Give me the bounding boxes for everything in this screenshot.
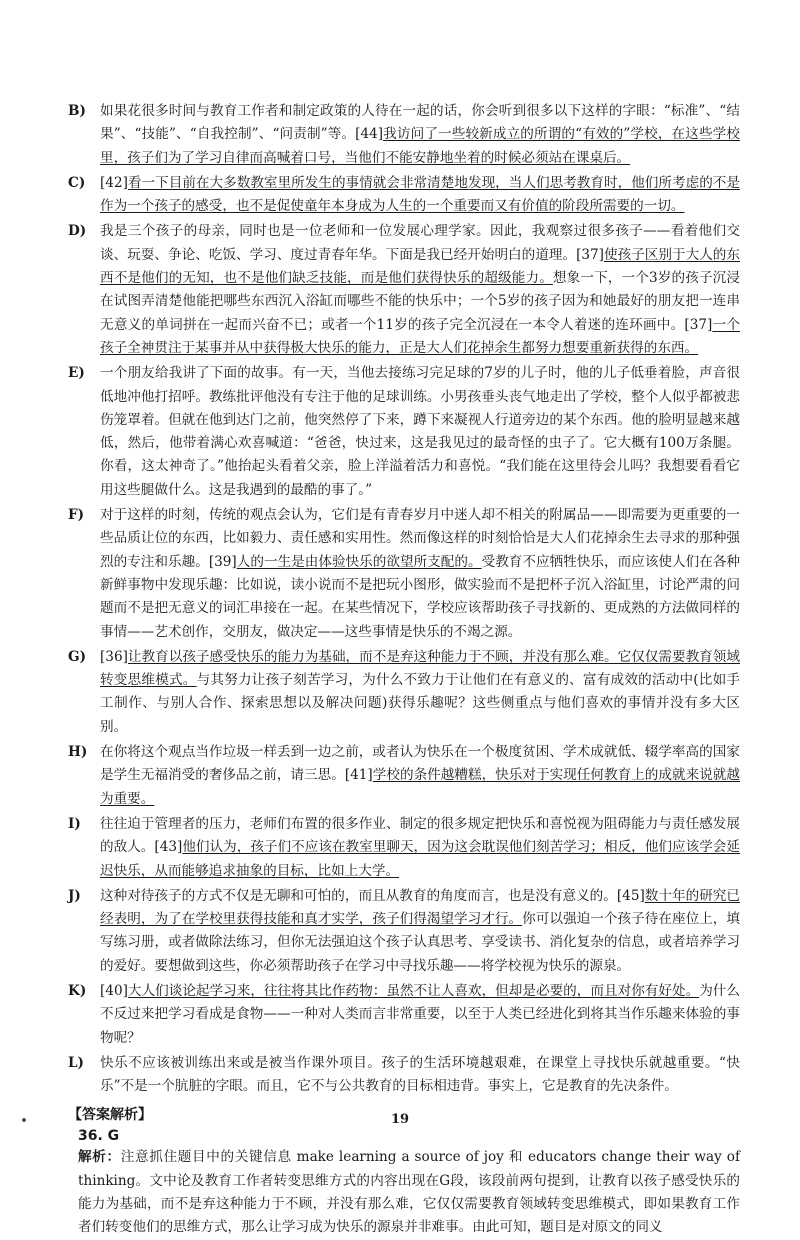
paragraph-label: C) (68, 174, 86, 191)
scan-speck (22, 1118, 26, 1122)
underlined-answer-sentence: 他们认为，孩子们不应该在教室里聊天，因为这会耽误他们刻苦学习；相反，他们应该学会延迟快乐，从而能够追求抽象的目标，比如上大学。 (100, 839, 740, 879)
paragraph-text: 想象一下，一个3岁的孩子沉浸在试图弄清楚他能把哪些东西沉入浴缸而哪些不能的快乐中；一个5岁的孩子因为和她最好的朋友把一连串无意义的单词拼在一起而兴奋不已；或者一个11岁的孩子完全沉浸在一本令人着迷的连环画中。[37] (100, 270, 740, 333)
paragraph-text: 你可以强迫一个孩子待在座位上，填写练习册，或者做除法练习，但你无法强迫这个孩子认真思考、享受读书、消化复杂的信息，或者培养学习的爱好。要想做到这些，你必须帮助孩子在学习中寻找乐趣——将学校视为快乐的源泉。 (100, 911, 741, 974)
paragraph-text: 受教育不应牺牲快乐，而应该使人们在各种新鲜事物中发现乐趣：比如说，读小说而不是把玩小图形，做实验而不是把杯子沉入浴缸里，讨论严肃的问题而不是把无意义的词汇串接在一起。在某些情况下，学校应该帮助孩子寻找新的、更成熟的方法做同样的事情——艺术创作，交朋友，做决定——这些事情是快乐的不竭之源。 (100, 553, 741, 640)
paragraph-b (68, 100, 740, 170)
paragraph-list (68, 100, 740, 1098)
underlined-answer-sentence: 一个孩子全神贯注于某事并从中获得极大快乐的能力，正是大人们花掉余生都努力想要重新获得的东西。 (100, 316, 740, 356)
document-page (68, 100, 740, 1240)
underlined-answer-sentence: 我访问了一些较新成立的所谓的“有效的”学校，在这些学校里，孩子们为了学习自律而高喊着口号，当他们不能安静地坐着的时候必须站在课桌后。 (100, 126, 740, 166)
paragraph-text: [40] (100, 982, 128, 999)
underlined-answer-sentence: 大人们谈论起学习来，往往将其比作药物：虽然不让人喜欢，但却是必要的，而且对你有好处。 (127, 982, 700, 999)
paragraph-label: I) (68, 815, 81, 832)
paragraph-d (68, 220, 740, 360)
analysis-text: 注意抓住题目中的关键信息 make learning a source of joy 和 educators change their way of thinking。文中论及教育工作者转变思维方式的内容出现在G段，该段前两句提到，让教育以孩子感受快乐的能力为基础，而不是弃这种能力于不顾，并没有那么难，它仅仅需要教育领域转变思维模式，即如果教育工作者们转变他们的思维方式，那么让学习成为快乐的源泉并非难事。由此可知，题目是对原文的同义 (78, 1149, 741, 1236)
paragraph-label: E) (68, 365, 85, 382)
underlined-answer-sentence: 数十年的研究已经表明，为了在学校里获得技能和真才实学，孩子们得渴望学习才行。 (100, 887, 740, 928)
paragraph-text: 在你将这个观点当作垃圾一样丢到一边之前，或者认为快乐在一个极度贫困、学术成就低、辍学率高的国家是学生无福消受的奢侈品之前，请三思。[41] (100, 744, 740, 784)
paragraph-label: F) (68, 507, 85, 524)
paragraph-k (68, 980, 740, 1050)
paragraph-text: 对于这样的时刻，传统的观点会认为，它们是有青春岁月中迷人却不相关的附属品——即需要为更重要的一些品质让位的东西，比如毅力、责任感和实用性。然而像这样的时刻恰恰是大人们花掉余生去寻求的那种强烈的专注和乐趣。[39] (100, 507, 740, 570)
paragraph-text: 快乐不应该被训练出来或是被当作课外项目。孩子的生活环境越艰难，在课堂上寻找快乐就越重要。“快乐”不是一个肮脏的字眼。而且，它不与公共教育的目标相违背。事实上，它是教育的先决条件。 (100, 1054, 740, 1095)
paragraph-g (68, 646, 740, 739)
paragraph-label: J) (68, 887, 81, 904)
paragraph-label: K) (68, 982, 87, 999)
paragraph-j (68, 885, 740, 978)
paragraph-text: 如果花很多时间与教育工作者和制定政策的人待在一起的话，你会听到很多以下这样的字眼：“标准”、“结果”、“技能”、“自我控制”、“问责制”等。[44] (100, 103, 740, 143)
underlined-answer-sentence: 人的一生是由体验快乐的欲望所支配的。 (236, 553, 482, 570)
answer-analysis (68, 1146, 740, 1239)
paragraph-text: 与其努力让孩子刻苦学习，为什么不致力于让他们在有意义的、富有成效的活动中(比如手工制作、与别人合作、探索思想以及解决问题)获得乐趣呢？这些侧重点与他们喜欢的事情并没有多大区别。 (100, 672, 740, 735)
paragraph-label: D) (68, 223, 87, 240)
paragraph-label: B) (68, 103, 86, 119)
paragraph-f (68, 504, 740, 644)
answer-section-heading: 【答案解析】 (68, 1107, 152, 1124)
paragraph-text: 往往迫于管理者的压力，老师们布置的很多作业、制定的很多规定把快乐和喜悦视为阻碍能力与责任感发展的敌人。[43] (100, 815, 740, 856)
paragraph-text: 为什么不反过来把学习看成是食物——一种对人类而言非常重要，以至于人类已经进化到将其当作乐趣来体验的事物呢？ (100, 982, 741, 1046)
paragraph-label: G) (68, 648, 87, 665)
underlined-answer-sentence: 学校的条件越糟糕，快乐对于实现任何教育上的成就来说就越为重要。 (100, 767, 741, 807)
page-number: 19 (390, 1112, 410, 1127)
paragraph-text: [36] (100, 648, 128, 665)
paragraph-text: 一个朋友给我讲了下面的故事。有一天，当他去接练习完足球的7岁的儿子时，他的儿子低垂着脸，声音很低地冲他打招呼。教练批评他没有专注于他的足球训练。小男孩垂头丧气地走出了学校，整个人似乎都被悲伤笼罩着。但就在他到达门之前，他突然停了下来，蹲下来凝视人行道旁边的某个东西。他的脸明显越来越低，然后，他带着满心欢喜喊道：“爸爸，快过来，这是我见过的最奇怪的虫子了。它大概有100万条腿。你看，这太神奇了。”他抬起头看着父亲，脸上洋溢着活力和喜悦。“我们能在这里待会儿吗？我想要看看它用这些腿做什么。这是我遇到的最酷的事了。” (100, 365, 740, 498)
underlined-answer-sentence: 让教育以孩子感受快乐的能力为基础，而不是弃这种能力于不顾，并没有那么难。它仅仅需要教育领域转变思维模式。 (100, 648, 740, 689)
paragraph-text: 我是三个孩子的母亲，同时也是一位老师和一位发展心理学家。因此，我观察过很多孩子——看着他们交谈、玩耍、争论、吃饭、学习、度过青春年华。下面是我已经开始明白的道理。[37] (100, 223, 740, 263)
paragraph-text: [42] (100, 174, 128, 191)
paragraph-label: L) (68, 1054, 84, 1071)
paragraph-i (68, 813, 740, 883)
paragraph-l (68, 1052, 740, 1099)
paragraph-label: H) (68, 744, 88, 761)
underlined-answer-sentence: 使孩子区别于大人的东西不是他们的无知，也不是他们缺乏技能，而是他们获得快乐的超级能力。 (100, 246, 741, 287)
paragraph-text: 这种对待孩子的方式不仅是无聊和可怕的，而且从教育的角度而言，也是没有意义的。[45] (100, 887, 645, 904)
underlined-answer-sentence: 看一下目前在大多数教室里所发生的事情就会非常清楚地发现，当人们思考教育时，他们所考虑的不是作为一个孩子的感受，也不是促使童年本身成为人生的一个重要而又有价值的阶段所需要的一切。 (100, 174, 740, 215)
paragraph-c (68, 172, 740, 219)
paragraph-h (68, 741, 740, 811)
answer-item-number: 36. G (78, 1128, 120, 1145)
paragraph-e (68, 362, 740, 502)
analysis-label: 解析： (78, 1149, 121, 1166)
